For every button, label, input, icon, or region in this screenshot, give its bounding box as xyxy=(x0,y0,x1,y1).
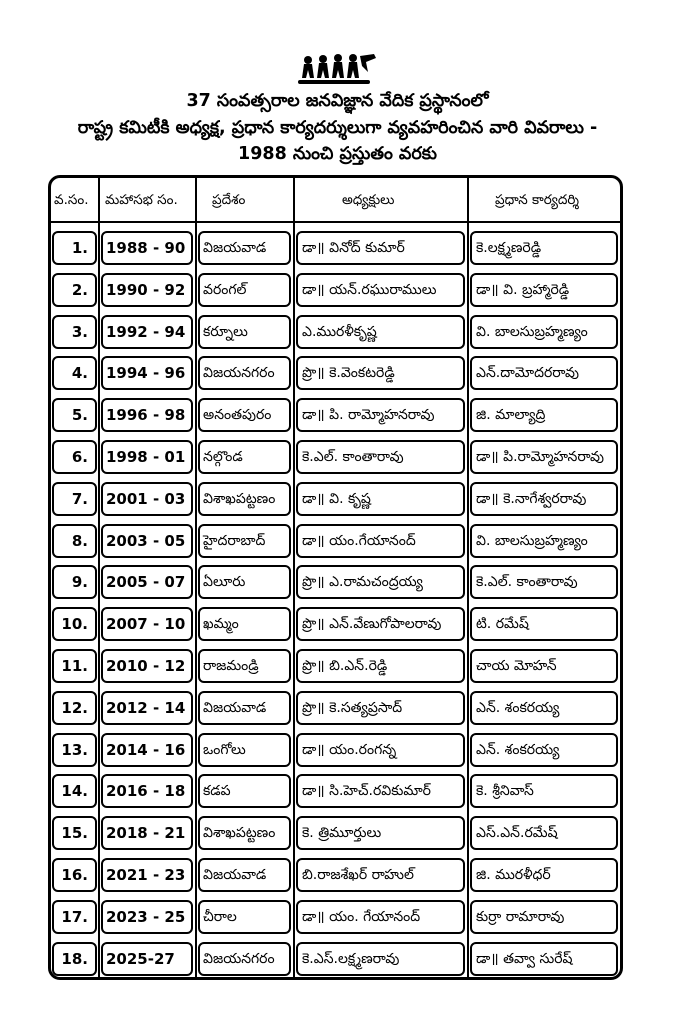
secretary-name: డా॥ పి.రామ్మోహనరావు xyxy=(476,449,605,465)
row-number: 5. xyxy=(71,406,88,424)
president-name: కె.ఎస్.లక్ష్మణరావు xyxy=(302,951,400,967)
president-name: ఎ.మురళీకృష్ణ xyxy=(302,324,377,340)
secretary-name: ఎస్.ఎన్.రమేష్ xyxy=(476,825,558,841)
row-number: 12. xyxy=(61,699,88,717)
conference-years: 2018 - 21 xyxy=(106,824,186,842)
column-divider xyxy=(98,175,100,980)
secretary-name: డా॥ తవ్వా సురేష్ xyxy=(476,951,573,967)
secretary-name: కె.లక్ష్మణరెడ్డి xyxy=(476,240,542,256)
row-number: 8. xyxy=(71,532,88,550)
president-name: డా॥ పి. రామ్మోహనరావు xyxy=(302,407,435,423)
venue: విజయవాడ xyxy=(203,240,267,256)
secretary-name: టి. రమేష్ xyxy=(476,616,529,632)
president-name: ప్రొ॥ కె.వెంకటరెడ్డి xyxy=(302,365,395,381)
secretary-name: వి. బాలసుబ్రహ్మణ్యం xyxy=(476,324,588,340)
venue: కర్నూలు xyxy=(203,324,248,340)
secretary-name: కె. శ్రీనివాస్ xyxy=(476,783,534,799)
conference-years: 2005 - 07 xyxy=(106,573,186,591)
row-number: 4. xyxy=(71,364,88,382)
conference-years: 1990 - 92 xyxy=(106,281,186,299)
conference-years: 1992 - 94 xyxy=(106,323,186,341)
title-line-1: 37 సంవత్సరాల జనవిజ్ఞాన వేదిక ప్రస్థానంలో xyxy=(186,91,489,111)
row-number: 3. xyxy=(71,323,88,341)
header-secretary: ప్రధాన కార్యదర్శి xyxy=(495,192,580,208)
conference-years: 2003 - 05 xyxy=(106,532,186,550)
row-number: 14. xyxy=(61,782,88,800)
president-name: కె.ఎల్. కాంతారావు xyxy=(302,449,404,465)
secretary-name: చాయ మోహన్ xyxy=(476,658,557,674)
row-number: 13. xyxy=(61,741,88,759)
column-divider xyxy=(195,175,197,980)
president-name: డా॥ యం. గేయానంద్ xyxy=(302,909,421,925)
venue: విశాఖపట్టణం xyxy=(203,825,276,841)
row-number: 18. xyxy=(61,950,88,968)
president-name: డా॥ యన్.రఘురాములు xyxy=(302,282,437,298)
president-name: కె. త్రిమూర్తులు xyxy=(302,825,382,841)
conference-years: 2021 - 23 xyxy=(106,866,186,884)
row-number: 17. xyxy=(61,908,88,926)
venue: చీరాల xyxy=(203,909,237,925)
venue: విజయనగరం xyxy=(203,365,275,381)
conference-years: 2001 - 03 xyxy=(106,490,186,508)
row-number: 1. xyxy=(71,239,88,257)
row-number: 2. xyxy=(71,281,88,299)
row-number: 15. xyxy=(61,824,88,842)
conference-years: 2010 - 12 xyxy=(106,657,186,675)
header-conference: మహాసభ సం. xyxy=(105,192,178,208)
row-number: 11. xyxy=(61,657,88,675)
secretary-name: కె.ఎల్. కాంతారావు xyxy=(476,574,578,590)
president-name: డా॥ యం.రంగన్న xyxy=(302,742,397,758)
secretary-name: డా॥ వి. బ్రహ్మారెడ్డి xyxy=(476,282,570,298)
header-divider xyxy=(49,221,622,223)
venue: నల్గొండ xyxy=(203,449,243,465)
president-name: ప్రొ॥ బి.ఎన్.రెడ్డి xyxy=(302,658,388,674)
column-divider xyxy=(467,175,469,980)
president-name: డా॥ సి.హెచ్.రవికుమార్ xyxy=(302,783,431,799)
secretary-name: జి. మాల్యాద్రి xyxy=(476,407,546,423)
president-name: డా॥ యం.గేయానంద్ xyxy=(302,533,416,549)
president-name: డా॥ వి. కృష్ణ xyxy=(302,491,371,507)
conference-years: 1998 - 01 xyxy=(106,448,186,466)
president-name: డా॥ వినోద్ కుమార్ xyxy=(302,240,405,256)
conference-years: 1996 - 98 xyxy=(106,406,186,424)
venue: విజయవాడ xyxy=(203,700,267,716)
secretary-name: ఎన్. శంకరయ్య xyxy=(476,700,560,716)
header-sno: వ.సం. xyxy=(54,192,89,208)
header-place: ప్రదేశం xyxy=(212,192,246,208)
header-president: అధ్యక్షులు xyxy=(342,192,395,208)
president-name: ప్రొ॥ ఎ.రామచంద్రయ్య xyxy=(302,574,423,590)
conference-years: 2023 - 25 xyxy=(106,908,186,926)
conference-years: 1988 - 90 xyxy=(106,239,186,257)
secretary-name: డా॥ కె.నాగేశ్వరరావు xyxy=(476,491,587,507)
venue: ఏలూరు xyxy=(203,574,246,590)
column-divider xyxy=(293,175,295,980)
venue: అనంతపురం xyxy=(203,407,272,423)
row-number: 9. xyxy=(71,573,88,591)
conference-years: 2016 - 18 xyxy=(106,782,186,800)
venue: విశాఖపట్టణం xyxy=(203,491,276,507)
conference-years: 1994 - 96 xyxy=(106,364,186,382)
secretary-name: వి. బాలసుబ్రహ్మణ్యం xyxy=(476,533,588,549)
conference-years: 2014 - 16 xyxy=(106,741,186,759)
venue: వరంగల్ xyxy=(203,282,247,298)
president-name: ప్రొ॥ కె.సత్యప్రసాద్ xyxy=(302,700,403,716)
secretary-name: ఎన్.దామోదరరావు xyxy=(476,365,579,381)
title-line-2: రాష్ట్ర కమిటీకి అధ్యక్ష, ప్రధాన కార్యదర్శులుగా వ్యవహరించిన వారి వివరాలు - xyxy=(77,118,598,138)
secretary-name: జి. మురళీధర్ xyxy=(476,867,551,883)
venue: ఖమ్మం xyxy=(203,616,239,632)
title-line-3: 1988 నుంచి ప్రస్తుతం వరకు xyxy=(238,144,437,164)
venue: విజయవాడ xyxy=(203,867,267,883)
secretary-name: ఎన్. శంకరయ్య xyxy=(476,742,560,758)
row-number: 7. xyxy=(71,490,88,508)
conference-years: 2012 - 14 xyxy=(106,699,186,717)
secretary-name: కుర్రా రామారావు xyxy=(476,909,565,925)
venue: విజయనగరం xyxy=(203,951,275,967)
president-name: బి.రాజశేఖర్ రాహుల్ xyxy=(302,867,414,883)
conference-years: 2007 - 10 xyxy=(106,615,186,633)
runners-logo-icon xyxy=(296,52,380,90)
venue: హైదరాబాద్ xyxy=(203,533,266,549)
venue: రాజమండ్రి xyxy=(203,658,259,674)
venue: ఒంగోలు xyxy=(203,742,246,758)
row-number: 16. xyxy=(61,866,88,884)
row-number: 6. xyxy=(71,448,88,466)
president-name: ప్రొ॥ ఎన్.వేణుగోపాలరావు xyxy=(302,616,442,632)
row-number: 10. xyxy=(61,615,88,633)
conference-years: 2025-27 xyxy=(106,950,175,968)
venue: కడప xyxy=(203,783,231,799)
